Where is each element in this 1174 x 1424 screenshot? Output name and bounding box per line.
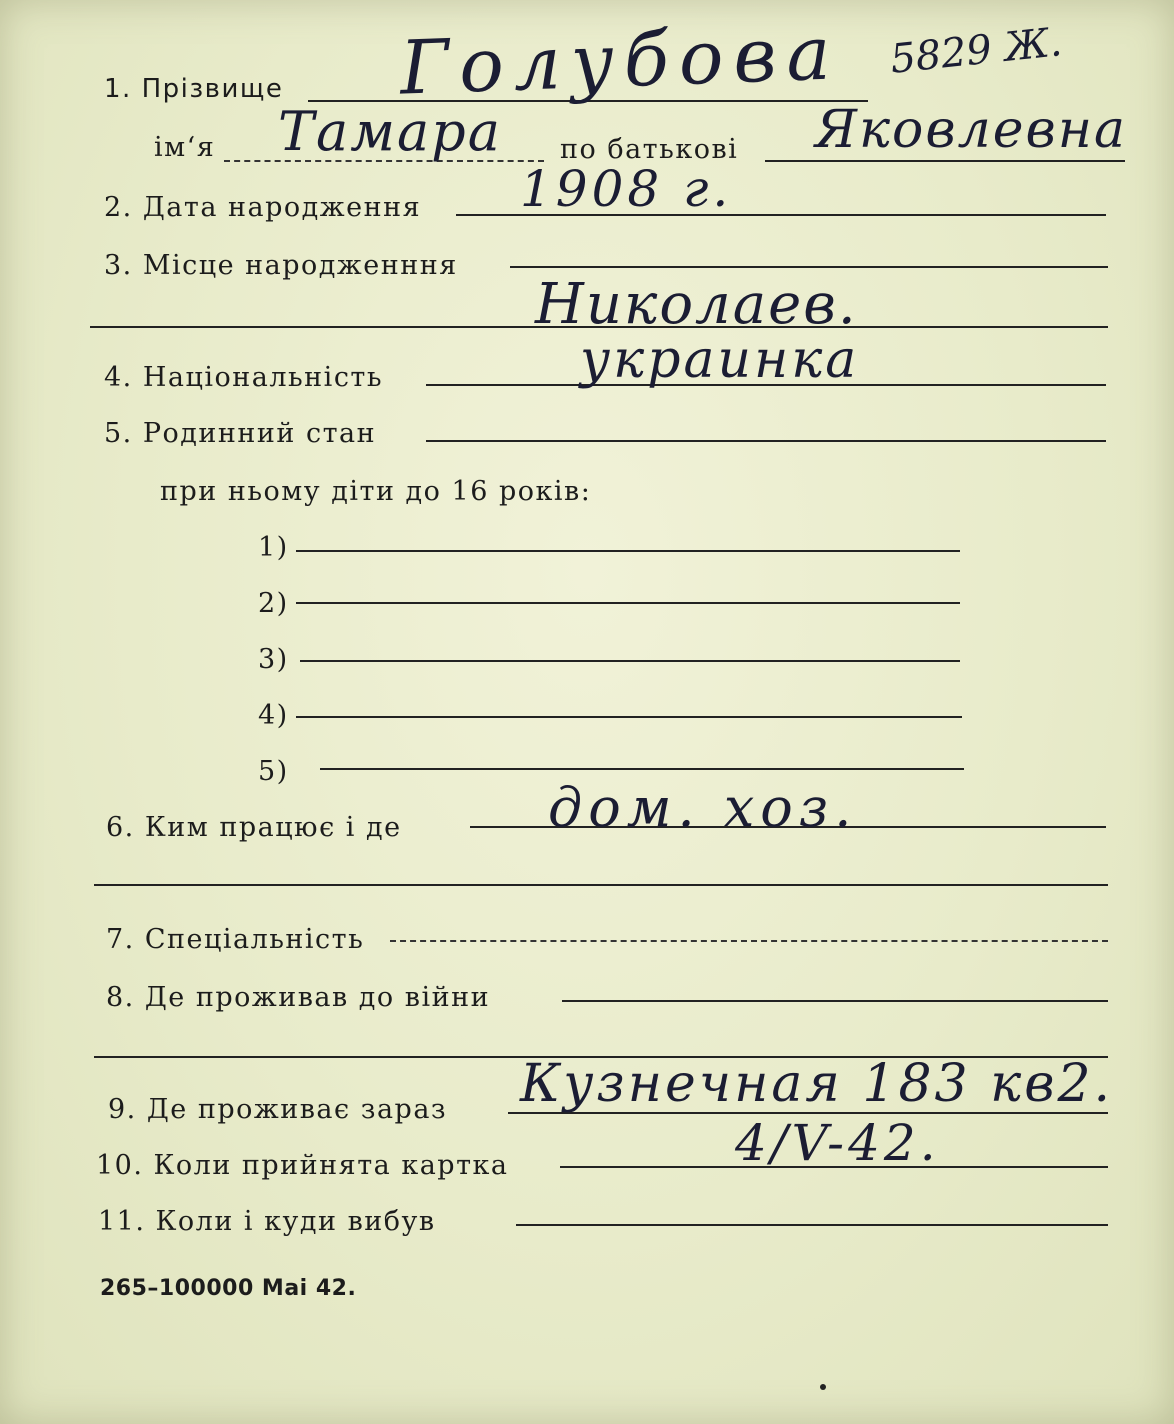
work-value: дом. хоз.	[548, 776, 858, 839]
first-name-value: Тамара	[278, 100, 502, 163]
birth-place-label: 3. Місце народженння	[104, 250, 458, 281]
departure-line	[516, 1224, 1108, 1226]
nationality-label: 4. Національність	[104, 362, 384, 393]
first-name-label: ім‘я	[154, 132, 216, 163]
patronymic-value: Яковлевна	[815, 100, 1128, 160]
ink-dot	[820, 1384, 826, 1390]
current-address-label: 9. Де проживає зараз	[108, 1094, 448, 1125]
marital-status-label: 5. Родинний стан	[104, 418, 377, 449]
child-3-line	[300, 660, 960, 662]
birth-date-value: 1908 г.	[520, 160, 733, 218]
nationality-value: украинка	[580, 330, 860, 390]
marital-status-line	[426, 440, 1106, 442]
child-4-number: 4)	[258, 700, 289, 731]
surname-label: 1. Прізвище	[104, 74, 284, 104]
work-line-2	[94, 884, 1108, 886]
child-1-number: 1)	[258, 532, 289, 563]
specialty-label: 7. Спеціальність	[106, 924, 365, 955]
prewar-address-label: 8. Де проживав до війни	[106, 982, 491, 1013]
departure-label: 11. Коли і куди вибув	[98, 1206, 436, 1237]
children-label: при ньому діти до 16 років:	[160, 476, 592, 507]
child-1-line	[296, 550, 960, 552]
patronymic-line	[765, 160, 1125, 162]
prewar-address-line-1	[562, 1000, 1108, 1002]
child-5-line	[320, 768, 964, 770]
child-2-line	[296, 602, 960, 604]
child-4-line	[296, 716, 962, 718]
birth-date-label: 2. Дата народження	[104, 192, 422, 223]
corner-note: 5829 Ж.	[888, 19, 1065, 83]
patronymic-label: по батькові	[560, 134, 739, 165]
card-date-label: 10. Коли прийнята картка	[96, 1150, 509, 1181]
child-2-number: 2)	[258, 588, 289, 619]
specialty-line	[390, 940, 1108, 942]
birth-place-line-1	[510, 266, 1108, 268]
card-date-value: 4/V-42.	[735, 1114, 940, 1172]
surname-value: Голубова	[398, 10, 842, 112]
birth-place-value: Николаев.	[535, 272, 858, 337]
work-label: 6. Ким працює і де	[106, 812, 402, 843]
child-3-number: 3)	[258, 644, 289, 675]
print-footer: 265–100000 Mai 42.	[100, 1276, 357, 1301]
current-address-value: Кузнечная 183 кв2.	[520, 1054, 1114, 1114]
child-5-number: 5)	[258, 756, 289, 787]
